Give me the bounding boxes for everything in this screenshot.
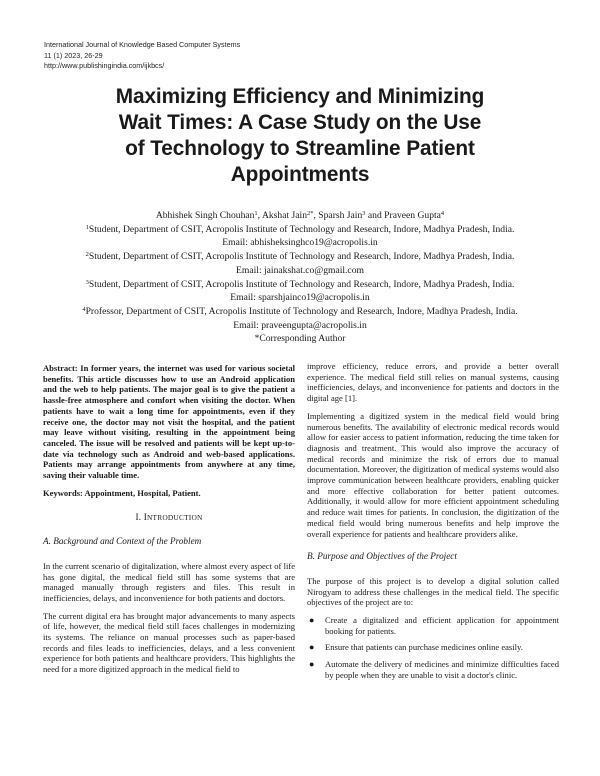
title-line-2: Wait Times: A Case Study on the Use	[118, 111, 482, 134]
list-item	[307, 642, 559, 653]
left-paragraph-1: In the current scenario of digitalization, where almost every aspect of life has gone digital, the medical field still has some systems that are managed manually through registers and files. This result in inefficiencies, delays, and inconvenience for both patients and doctors.	[43, 560, 295, 603]
email-4: Email: praveengupta@acropolis.in	[233, 319, 367, 331]
corresponding-author: *Corresponding Author	[254, 333, 346, 345]
title-line-4: Appointments	[230, 163, 370, 186]
section-number: I.	[135, 512, 144, 523]
left-paragraph-2: The current digital era has brought major advancements to many aspects of life, however, the medical field still faces challenges in modernizing its systems. The reliance on manual processes such as paper-based records and files leads to inefficiencies, delays, and a less convenient experience for both patients and healthcare providers. This highlights the need for a more digitized approach in the medical field to	[43, 610, 295, 675]
title-line-1: Maximizing Efficiency and Minimizing	[115, 85, 485, 108]
author-2-sup: 2*	[307, 210, 314, 217]
right-paragraph-3: The purpose of this project is to develop a digital solution called Nirogyam to address these challenges in the medical field. The specific objectives of the project are to:	[307, 575, 559, 608]
author-sep-1: ,	[257, 210, 262, 221]
title-line-3: of Technology to Streamline Patient	[125, 137, 475, 160]
author-block	[40, 209, 560, 346]
author-3-sup: 3	[362, 210, 366, 217]
affiliation-1-text: Student, Department of CSIT, Acropolis Institute of Technology and Research, Indore, Madhya Pradesh, India.	[88, 223, 515, 235]
author-1: Abhishek Singh Chouhan	[155, 210, 255, 221]
author-1-sup: 1	[254, 210, 258, 217]
affiliation-4-text: Professor, Department of CSIT, Acropolis Institute of Technology and Research, Indore, Madhya Pradesh, India.	[85, 305, 518, 317]
list-item-text: Create a digitalized and efficient application for appointment booking for patients.	[325, 615, 559, 636]
list-item	[307, 659, 559, 680]
section-rest: NTRODUCTION	[146, 513, 203, 523]
affiliation-4-sup: 4	[82, 305, 86, 313]
email-3: Email: sparshjainco19@acropolis.in	[230, 292, 370, 304]
author-names	[40, 209, 560, 223]
right-paragraph-1: improve efficiency, reduce errors, and provide a better overall experience. The medical field still relies on manual systems, causing inefficiencies, delays, and inconvenience for patients and doctors in the digital age [1].	[307, 361, 559, 404]
journal-header	[44, 40, 240, 72]
email-1: Email: abhisheksinghco19@acropolis.in	[222, 237, 378, 249]
journal-name: International Journal of Knowledge Based Computer Systems	[44, 40, 241, 49]
abstract: Abstract: In former years, the internet was used for various societal benefits. This article discusses how to use an Android application and the web to help patients. The major goal is to give the patient a hassle-free atmosphere and comfort when visiting the doctor. When patients have to wait a long time for appointments, even if they receive one, the doctor may not visit the hospital, and the patient may leave without visiting, resulting in the appointment being canceled. The issue will be resolved and patients will be kept up-to-date via technology such as Android and web-based applications. Patients may arrange appointments from anywhere at any time, saving their valuable time.	[43, 363, 295, 481]
affiliation-3	[40, 278, 560, 292]
list-item	[307, 615, 559, 636]
bullet-icon: ●	[309, 659, 315, 670]
objectives-list	[307, 615, 559, 681]
bullet-icon: ●	[309, 642, 315, 653]
author-4-sup: 4	[440, 210, 445, 217]
affiliation-2	[40, 250, 560, 264]
affiliation-2-sup: 2	[85, 251, 89, 259]
right-paragraph-2: Implementing a digitized system in the medical field would bring numerous benefits. The availability of electronic medical records would allow for easier access to patient information, reducing the time taken for diagnosis and treatment. This would also improve the accuracy of medical records and minimize the risk of errors due to manual documentation. Moreover, the digitization of medical systems would also improve communication between healthcare providers, enabling quicker and more effective collaboration for better patient outcomes. Additionally, it would allow for more efficient appointment scheduling and reduce wait times for patients. In conclusion, the digitization of the medical field would bring numerous benefits and help improve the overall experience for patients and healthcare providers alike.	[307, 410, 559, 539]
author-sep-2: ,	[313, 210, 319, 221]
email-2: Email: jainakshat.co@gmail.com	[236, 264, 364, 276]
bullet-icon: ●	[309, 615, 315, 626]
author-4: Praveen Gupta	[384, 210, 441, 221]
subsection-heading-a: A. Background and Context of the Problem	[43, 536, 202, 547]
keywords: Keywords: Appointment, Hospital, Patient.	[43, 487, 201, 498]
author-sep-3: and	[365, 210, 385, 221]
affiliation-4	[40, 305, 560, 319]
author-2: Akshat Jain	[261, 210, 307, 221]
author-3: Sparsh Jain	[318, 210, 363, 221]
affiliation-1-sup: 1	[85, 223, 89, 231]
section-heading-introduction	[43, 512, 295, 524]
affiliation-1	[40, 223, 560, 237]
journal-issue: 11 (1) 2023, 26-29	[44, 50, 103, 60]
paper-title	[60, 84, 540, 188]
journal-url[interactable]: http://www.publishingindia.com/ijkbcs/	[44, 61, 165, 70]
right-column	[307, 361, 559, 687]
section-initial: I	[143, 512, 147, 523]
subsection-heading-b: B. Purpose and Objectives of the Project	[307, 551, 457, 562]
affiliation-3-text: Student, Department of CSIT, Acropolis Institute of Technology and Research, Indore, Madhya Pradesh, India.	[88, 278, 515, 290]
affiliation-3-sup: 3	[85, 278, 89, 286]
list-item-text: Ensure that patients can purchase medicines online easily.	[325, 642, 523, 653]
left-column	[43, 363, 295, 682]
affiliation-2-text: Student, Department of CSIT, Acropolis Institute of Technology and Research, Indore, Madhya Pradesh, India.	[88, 251, 515, 263]
list-item-text: Automate the delivery of medicines and minimize difficulties faced by people when they are unable to visit a doctor's clinic.	[325, 659, 559, 680]
